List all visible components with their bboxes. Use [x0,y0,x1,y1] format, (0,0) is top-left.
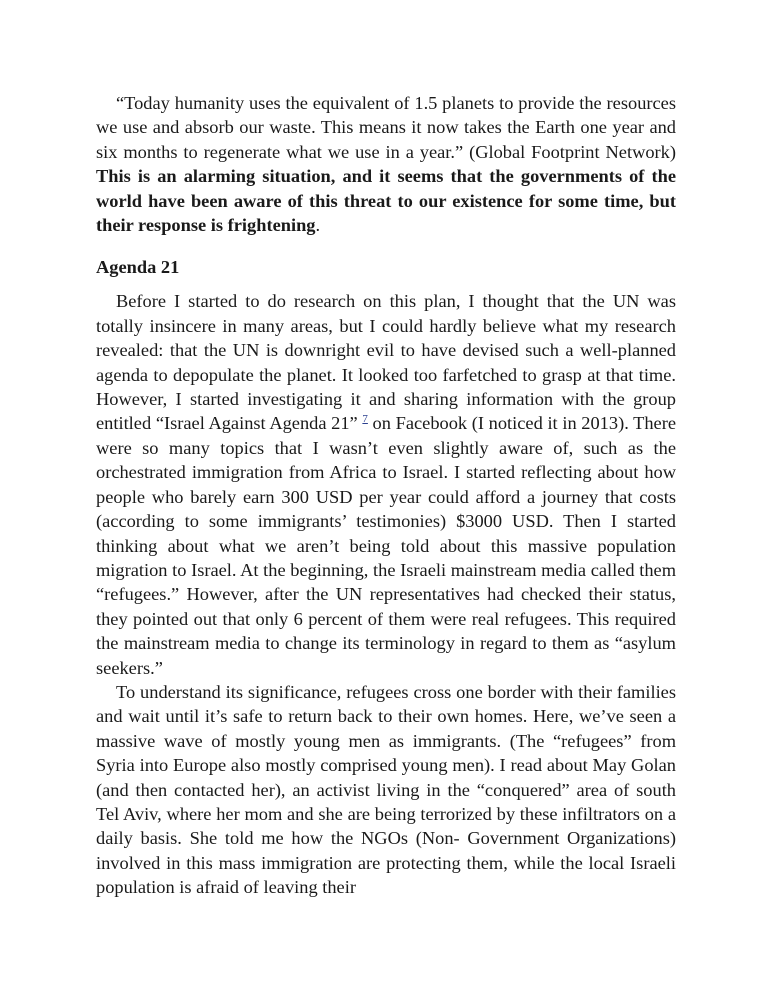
paragraph-global-footprint [96,91,676,237]
paragraph-2-text-after-footnote: on Facebook (I noticed it in 2013). There were so many topics that I wasn’t even slightly aware of, such as the orchestrated immigration from Africa to Israel. I started reflecting about how people who barely earn 300 USD per year could afford a journey that costs (according to some immigrants’ testimonies) $3000 USD. Then I started thinking about what we aren’t being told about this massive population migration to Israel. At the beginning, the Israeli mainstream media called them “refugees.” However, after the UN representatives had checked their status, they pointed out that only 6 percent of them were real refugees. This required the mainstream media to change its terminology in regard to them as “asylum seekers.” [96,413,677,678]
paragraph-1-text: “Today humanity uses the equivalent of 1.5 planets to provide the resources we use and absorb our waste. This means it now takes the Earth one year and six months to regenerate what we use in a year.” (Global Footprint Network) [96,93,676,162]
footnote-link[interactable]: 7 [362,413,368,426]
paragraph-1-bold-text: This is an alarming situation, and it seems that the governments of the world have been aware of this threat to our existence for some time, but their response is frightening [96,166,676,236]
paragraph-1-end: . [315,215,321,236]
paragraph-refugees: To understand its significance, refugees cross one border with their families and wait until it’s safe to return back to their own homes. Here, we’ve seen a massive wave of mostly young men as immigrants. (The “refugees” from Syria into Europe also mostly comprised young men). I read about May Golan (and then contacted her), an activist living in the “conquered” area of south Tel Aviv, where her mom and she are being terrorized by these infiltrators on a daily basis. She told me how the NGOs (Non- Government Organizations) involved in this mass immigration are protecting them, while the local Israeli population is afraid of leaving their [96,681,676,898]
paragraph-2-text-before-footnote: Before I started to do research on this plan, I thought that the UN was totally insincere in many areas, but I could hardly believe what my research revealed: that the UN is downright evil to have devised such a well-planned agenda to depopulate the planet. It looked too farfetched to grasp at that time. However, I started investigating it and sharing information with the group entitled “Israel Against Agenda 21” [96,291,676,434]
paragraph-agenda-21 [96,289,676,680]
section-heading: Agenda 21 [96,257,180,278]
